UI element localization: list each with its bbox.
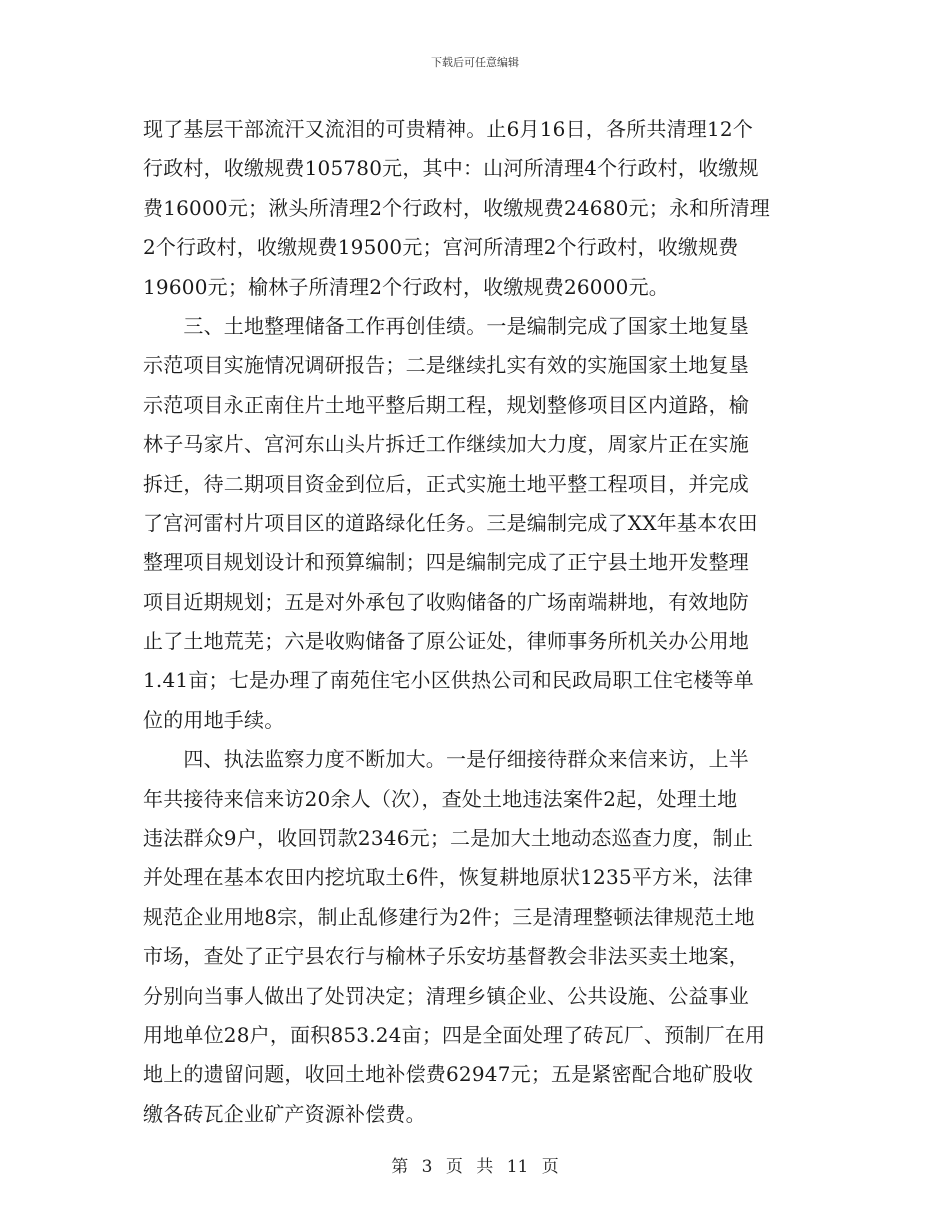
text-line: 了宫河雷村片项目区的道路绿化任务。三是编制完成了XX年基本农田 [143, 510, 758, 535]
text-line: 拆迁，待二期项目资金到位后，正式实施土地平整工程项目，并完成 [143, 471, 749, 496]
text-line: 四、执法监察力度不断加大。一是仔细接待群众来信来访，上半 [143, 747, 749, 772]
text-line: 林子马家片、宫河东山头片拆迁工作继续加大力度，周家片正在实施 [143, 432, 749, 457]
text-line: 地上的遗留问题，收回土地补偿费62947元；五是紧密配合地矿股收 [143, 1062, 754, 1087]
text-line: 现了基层干部流汗又流泪的可贵精神。止6月16日，各所共清理12个 [143, 117, 754, 141]
total-prefix: 共 [476, 1157, 494, 1177]
text-line: 规范企业用地8宗，制止乱修建行为2件；三是清理整顿法律规范土地 [143, 904, 755, 929]
text-line: 三、土地整理储备工作再创佳绩。一是编制完成了国家土地复垦 [143, 313, 749, 338]
text-line: 违法群众9户，收回罚款2346元；二是加大土地动态巡查力度，制止 [143, 826, 754, 851]
text-line: 1.41亩；七是办理了南苑住宅小区供热公司和民政局职工住宅楼等单 [143, 668, 754, 693]
text-line: 行政村，收缴规费105780元，其中：山河所清理4个行政村，收缴规 [143, 156, 759, 181]
text-line: 示范项目实施情况调研报告；二是继续扎实有效的实施国家土地复垦 [143, 353, 749, 378]
document-body [143, 110, 809, 1134]
text-line: 分别向当事人做出了处罚决定；清理乡镇企业、公共设施、公益事业 [143, 983, 749, 1008]
text-line: 2个行政村，收缴规费19500元；宫河所清理2个行政村，收缴规费 [143, 235, 739, 260]
text-line: 示范项目永正南住片土地平整后期工程，规划整修项目区内道路，榆 [143, 392, 749, 417]
page-unit: 页 [445, 1157, 463, 1177]
total-unit: 页 [541, 1157, 559, 1177]
page-header-note: 下载后可任意编辑 [431, 56, 519, 69]
text-line: 年共接待来信来访20余人（次），查处土地违法案件2起，处理土地 [143, 786, 738, 811]
text-line: 缴各砖瓦企业矿产资源补偿费。 [143, 1101, 426, 1126]
page-footer [0, 1152, 950, 1177]
text-line: 市场，查处了正宁县农行与榆林子乐安坊基督教会非法买卖土地案， [143, 944, 749, 969]
total-pages: 11 [506, 1157, 529, 1177]
text-line: 整理项目规划设计和预算编制；四是编制完成了正宁县土地开发整理 [143, 550, 749, 575]
text-line: 项目近期规划；五是对外承包了收购储备的广场南端耕地，有效地防 [143, 589, 749, 614]
text-line: 止了土地荒芜；六是收购储备了原公证处，律师事务所机关办公用地 [143, 629, 749, 654]
text-line: 19600元；榆林子所清理2个行政村，收缴规费26000元。 [143, 274, 669, 299]
page-number: 3 [421, 1157, 433, 1177]
text-line: 用地单位28户，面积853.24亩；四是全面处理了砖瓦厂、预制厂在用 [143, 1022, 766, 1047]
page-prefix: 第 [391, 1157, 409, 1177]
text-line: 并处理在基本农田内挖坑取土6件，恢复耕地原状1235平方米，法律 [143, 865, 754, 890]
text-line: 费16000元；湫头所清理2个行政村，收缴规费24680元；永和所清理 [143, 195, 770, 220]
text-line: 位的用地手续。 [143, 707, 285, 732]
